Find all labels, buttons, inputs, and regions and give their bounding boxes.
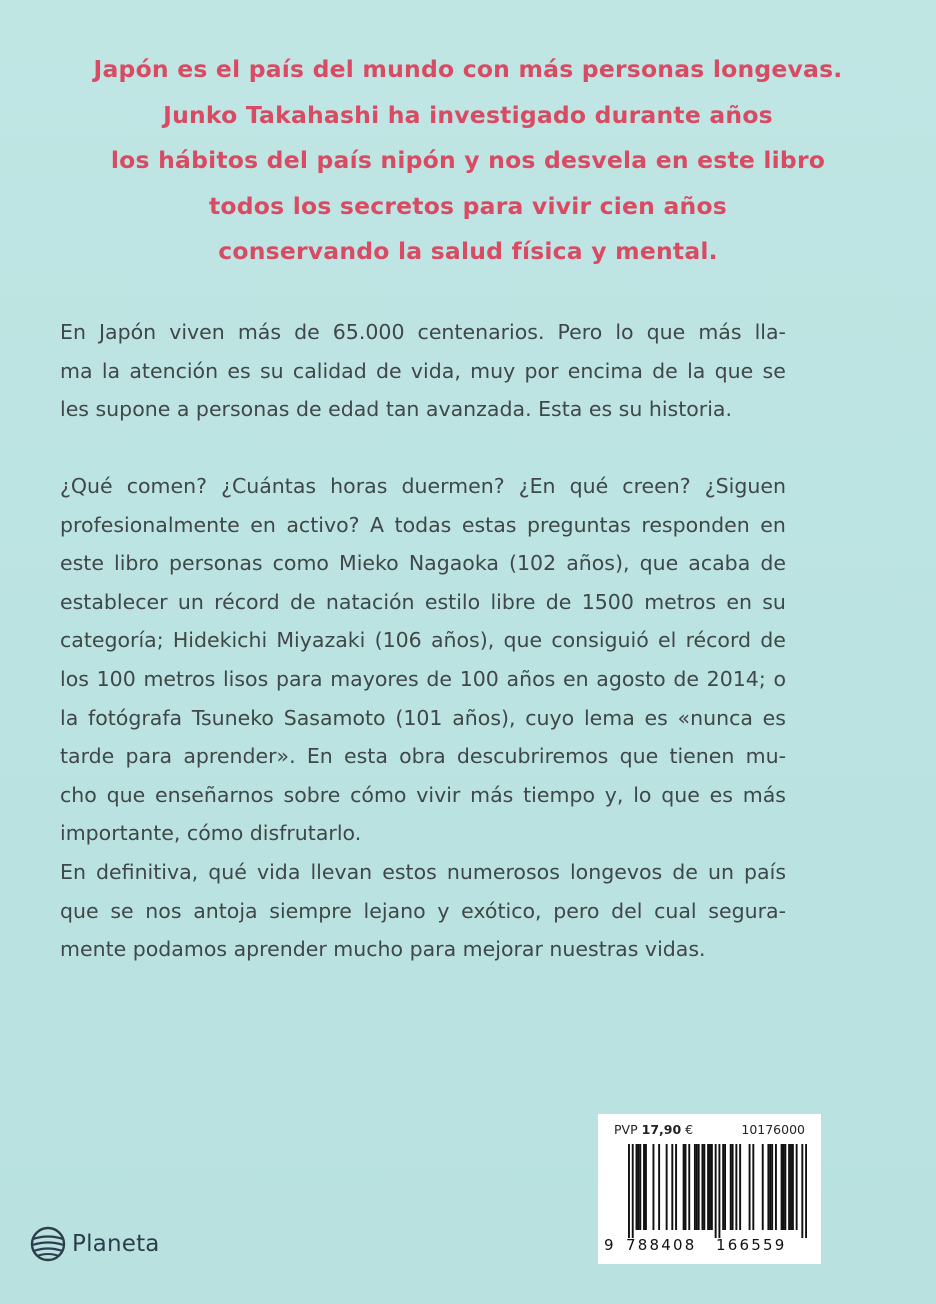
- barcode-bar: [783, 1144, 785, 1230]
- barcode-bar: [781, 1144, 783, 1230]
- isbn-number: [598, 1231, 821, 1255]
- barcode-bar: [628, 1144, 630, 1238]
- barcode-bar: [639, 1144, 641, 1230]
- barcode-bar: [709, 1144, 711, 1230]
- barcode-bar: [643, 1144, 645, 1230]
- barcode-bar: [671, 1144, 673, 1230]
- barcode-bar: [784, 1144, 786, 1230]
- text-line: este libro personas como Mieko Nagaoka (102 años), que acaba de: [60, 551, 786, 576]
- text-line: mente podamos aprender mucho para mejorar nuestras vidas.: [60, 937, 706, 962]
- text-line: ¿Qué comen? ¿Cuántas horas duermen? ¿En qué creen? ¿Siguen: [60, 474, 786, 498]
- text-line: tarde para aprender». En esta obra descubriremos que tienen mu-: [60, 744, 786, 769]
- barcode-bar: [792, 1144, 794, 1230]
- barcode-bar: [775, 1144, 777, 1230]
- text-line: la fotógrafa Tsuneko Sasamoto (101 años), cuyo lema es «nunca es: [60, 705, 786, 730]
- text-line: les supone a personas de edad tan avanzada. Esta es su historia.: [60, 397, 733, 422]
- barcode-bar: [788, 1144, 790, 1230]
- text-line: ma la atención es su calidad de vida, muy por encima de la que se: [60, 358, 786, 383]
- text-line: cho que enseñarnos sobre cómo vivir más tiempo y, lo que es más: [60, 782, 786, 807]
- text-line: importante, cómo disfrutarlo.: [60, 821, 362, 846]
- tagline-line: Japón es el país del mundo con más personas longevas.: [93, 55, 843, 83]
- globe-logo-icon: [30, 1226, 66, 1262]
- barcode-bar: [715, 1144, 717, 1238]
- barcode-bar: [805, 1144, 807, 1238]
- barcode-bar: [688, 1144, 690, 1230]
- barcode-bar: [632, 1144, 634, 1238]
- barcode-bar: [636, 1144, 638, 1230]
- publisher-name: Planeta: [72, 1231, 160, 1257]
- barcode-bar: [675, 1144, 677, 1230]
- barcode-bar: [752, 1144, 754, 1230]
- barcode-bar: [645, 1144, 647, 1230]
- barcode-bar: [701, 1144, 703, 1230]
- barcode-bar: [703, 1144, 705, 1230]
- text-line: En Japón viven más de 65.000 centenarios. Pero lo que más lla-: [60, 320, 786, 344]
- barcode-bar: [762, 1144, 764, 1230]
- barcode-bar: [790, 1144, 792, 1230]
- barcode-bar: [724, 1144, 726, 1230]
- isbn-first-digit: 9: [604, 1236, 614, 1254]
- barcode-bar: [652, 1144, 654, 1230]
- barcode-bar: [666, 1144, 668, 1230]
- price-tag: [614, 1122, 693, 1137]
- barcode-bar: [658, 1144, 660, 1230]
- publisher-logo: [30, 1226, 160, 1262]
- barcode-label: [598, 1114, 821, 1264]
- barcode-bar: [735, 1144, 737, 1230]
- isbn-group-left: 788408: [626, 1236, 697, 1254]
- tagline-line: todos los secretos para vivir cien años: [209, 191, 727, 220]
- barcode-bar: [707, 1144, 709, 1230]
- barcode-bar: [683, 1144, 685, 1230]
- barcode-bar: [722, 1144, 724, 1230]
- barcode-bar: [711, 1144, 713, 1230]
- barcode-bar: [685, 1144, 687, 1230]
- barcode-bar: [771, 1144, 773, 1230]
- text-line: establecer un récord de natación estilo libre de 1500 metros en su: [60, 589, 786, 614]
- text-line: profesionalmente en activo? A todas estas preguntas responden en: [60, 512, 786, 537]
- barcode-bar: [637, 1144, 639, 1230]
- barcode-bar: [732, 1144, 734, 1230]
- barcode-bar: [749, 1144, 751, 1230]
- barcode-bar: [767, 1144, 769, 1230]
- text-line: que se nos antoja siempre lejano y exótico, pero del cual segura-: [60, 898, 786, 923]
- barcode-bar: [698, 1144, 700, 1230]
- barcode-bar: [694, 1144, 696, 1230]
- barcode-bar: [739, 1144, 741, 1230]
- text-line: los 100 metros lisos para mayores de 100 años en agosto de 2014; o: [60, 666, 786, 691]
- product-code: 10176000: [741, 1122, 805, 1137]
- tagline: [20, 47, 916, 275]
- isbn-group-right: 166559: [716, 1236, 787, 1254]
- synopsis-paragraph-3: [60, 853, 786, 969]
- barcode-bar: [769, 1144, 771, 1230]
- tagline-line: los hábitos del país nipón y nos desvela en este libro: [110, 146, 826, 174]
- text-line: En definitiva, qué vida llevan estos numerosos longevos de un país: [60, 860, 786, 884]
- barcode-bar: [730, 1144, 732, 1230]
- barcode-bar: [696, 1144, 698, 1230]
- barcode-bar: [718, 1144, 720, 1238]
- tagline-line: Junko Takahashi ha investigado durante años: [163, 100, 773, 129]
- text-line: categoría; Hidekichi Miyazaki (106 años), que consiguió el récord de: [60, 628, 786, 653]
- barcode-bar: [801, 1144, 803, 1238]
- synopsis-paragraph-2: [60, 467, 786, 853]
- barcode-bar: [796, 1144, 798, 1230]
- price-currency: €: [685, 1122, 694, 1137]
- price-amount: 17,90: [641, 1122, 682, 1137]
- tagline-line: conservando la salud física y mental.: [218, 237, 718, 265]
- synopsis-paragraph-1: [60, 313, 786, 429]
- price-label: PVP: [614, 1122, 638, 1137]
